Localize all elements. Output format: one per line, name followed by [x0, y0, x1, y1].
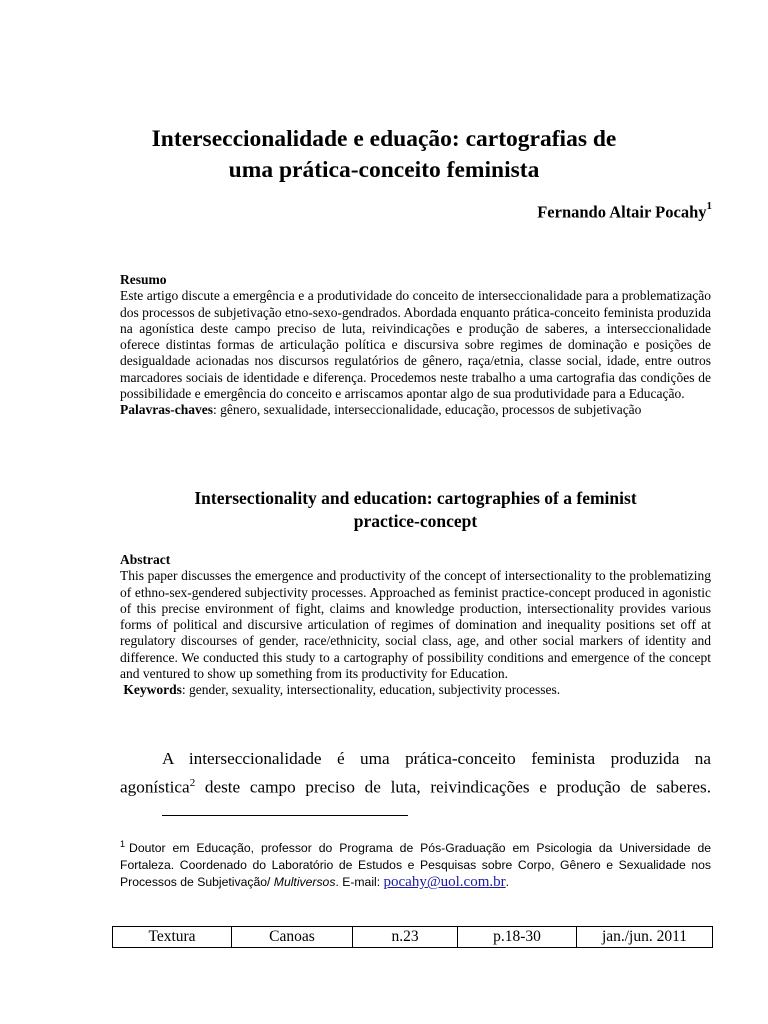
- footnote-text: Doutor em Educação, professor do Programa de Pós-Graduação em Psicologia da Universidade de Fortaleza. Coordenado do Laboratório de Estudos e Pesquisas sobre Corpo, Gênero e Sexualidade nos Processos de Subjetivação/: [120, 841, 711, 890]
- footnote-end: .: [505, 875, 510, 890]
- resumo-keywords: [120, 402, 711, 418]
- title-line-1: Interseccionalidade e eduação: cartografias de: [151, 126, 617, 152]
- journal-footer-table: [112, 926, 713, 948]
- intro-line-2: [120, 771, 711, 800]
- footer-row: [113, 927, 713, 948]
- abstract-keywords-text: : gender, sexuality, intersectionality, education, subjectivity processes.: [181, 682, 561, 698]
- footer-date: jan./jun. 2011: [577, 927, 713, 948]
- intro-line-2-rest: deste campo preciso de luta, reivindicações e produção de saberes.: [195, 777, 711, 797]
- resumo-keywords-label: Palavras-chaves: [120, 402, 213, 418]
- article-title: [100, 124, 668, 186]
- abstract-keywords-label: Keywords: [123, 682, 182, 698]
- resumo-heading: Resumo: [120, 272, 167, 287]
- footer-pages: p.18-30: [458, 927, 577, 948]
- author-footnote-marker: 1: [706, 200, 712, 212]
- intro-line-1: A interseccionalidade é uma prática-conceito feminista produzida na: [162, 749, 711, 768]
- footnote-1: [120, 836, 711, 891]
- footer-journal: Textura: [113, 927, 232, 948]
- footer-city: Canoas: [232, 927, 353, 948]
- resumo-text: Este artigo discute a emergência e a produtividade do conceito de interseccionalidade para a problematização dos processos de subjetivação etno-sexo-gendrados. Abordada enquanto prática-conceito feminista produzida na agonística deste campo preciso de luta, reivindicações e produção de saberes, a interseccionalidade oferece distintas formas de articulação política e discursiva sobre regimes de dominação e posições de desigualdade acionadas nos discursos regulatórios de gênero, raça/etnia, classe social, idade, entre outros marcadores sociais de identidade e diferença. Procedemos neste trabalho a uma cartografia das condições de possibilidade e emergência do conceito e arriscamos apontar algo de sua produtividade para a Educação.: [120, 288, 711, 402]
- english-title-line-1: Intersectionality and education: cartographies of a feminist: [194, 488, 637, 508]
- author-name-text: Fernando Altair Pocahy: [537, 202, 707, 222]
- footnote-email-label: . E-mail:: [335, 875, 384, 890]
- email-link[interactable]: pocahy@uol.com.br: [383, 874, 506, 891]
- intro-footnote-marker: 2: [189, 777, 196, 789]
- english-title-line-2: practice-concept: [353, 511, 478, 531]
- footnote-separator: [162, 815, 408, 816]
- abstract-keywords: [120, 682, 711, 698]
- footer-issue: n.23: [353, 927, 458, 948]
- footnote-marker: 1: [120, 839, 126, 849]
- english-title: [120, 487, 711, 533]
- intro-word: agonística: [120, 777, 190, 797]
- title-line-2: uma prática-conceito feminista: [228, 157, 540, 183]
- author-name: [537, 202, 712, 223]
- resumo-section: [120, 272, 711, 419]
- intro-paragraph: [120, 746, 711, 800]
- abstract-section: [120, 552, 711, 699]
- resumo-keywords-text: : gênero, sexualidade, interseccionalidade, educação, processos de subjetivação: [212, 402, 642, 418]
- footnote-italic: Multiversos: [273, 875, 336, 890]
- abstract-text: This paper discusses the emergence and productivity of the concept of intersectionality to the problematizing of ethno-sex-gendered subjectivity processes. Approached as feminist practice-concept produced in agonistic of this precise environment of fight, claims and knowledge production, intersectionality provides various forms of political and discursive articulation of regimes of domination and inequality positions set off at regulatory discourses of gender, race/ethnicity, social class, age, and other social markers of identity and difference. We conducted this study to a cartography of possibility conditions and emergence of the concept and ventured to show up something from its productivity for Education.: [120, 568, 711, 682]
- abstract-heading: Abstract: [120, 552, 171, 567]
